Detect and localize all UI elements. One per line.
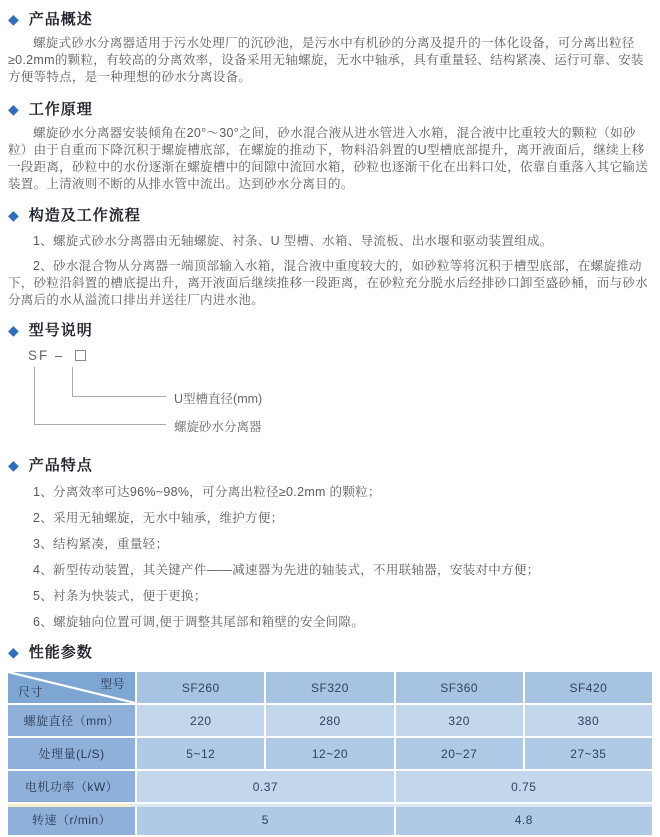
table-value: 380 xyxy=(525,705,652,736)
feature-item: 5、衬条为快装式，便于更换； xyxy=(33,589,207,603)
table-row-capacity xyxy=(8,738,652,769)
row-label: 电机功率（kW） xyxy=(8,771,135,802)
model-column-header: SF360 xyxy=(396,672,523,703)
feature-item: 6、螺旋轴向位置可调,便于调整其尾部和箱壁的安全间隙。 xyxy=(33,615,365,629)
features-title: 产品特点 xyxy=(28,457,93,474)
corner-label-model: 型号 xyxy=(100,677,126,691)
table-value: 4.8 xyxy=(396,804,652,835)
model-code-prefix: SF xyxy=(28,348,50,363)
strip-segment xyxy=(8,804,130,807)
table-value: 320 xyxy=(396,705,523,736)
diamond-icon: ◆ xyxy=(8,643,20,660)
table-value: 20~27 xyxy=(396,738,523,769)
connector-line xyxy=(34,367,35,424)
performance-heading xyxy=(8,641,652,662)
table-value: 220 xyxy=(137,705,264,736)
row-label: 螺旋直径（mm） xyxy=(8,705,135,736)
model-code-dash: – xyxy=(55,348,65,363)
principle-title: 工作原理 xyxy=(28,101,93,118)
corner-label-size: 尺寸 xyxy=(18,685,44,699)
feature-item: 2、采用无轴螺旋，无水中轴承，维护方便； xyxy=(33,511,284,525)
model-column-header: SF420 xyxy=(525,672,652,703)
connector-line xyxy=(34,424,166,425)
feature-item: 3、结构紧凑，重量轻； xyxy=(33,537,169,551)
section-model xyxy=(8,319,652,446)
table-value: 27~35 xyxy=(525,738,652,769)
model-box-placeholder xyxy=(75,350,86,361)
principle-heading xyxy=(8,98,652,119)
row-label: 转速（r/min） xyxy=(8,804,135,835)
model-label-separator-name: 螺旋砂水分离器 xyxy=(174,420,262,434)
model-label-u-diameter: U型槽直径(mm) xyxy=(174,392,263,406)
principle-paragraph: 螺旋砂水分离器安装倾角在20°～30°之间，砂水混合液从进水管进入水箱，混合液中比重较大的颗粒（如砂粒）由于自重而下降沉积于螺旋槽底部，在螺旋的推动下，物料沿斜置的U型槽底部提升，离开液面后，继续上移一段距离，砂粒中的水份逐渐在螺旋槽中的间隙中流回水箱，砂粒也逐渐干化在出料口处，依靠自重落入其它输送装置。上清液则不断的从排水管中流出。达到砂水分离目的。 xyxy=(8,126,649,191)
model-column-header: SF320 xyxy=(266,672,393,703)
table-value: 5 xyxy=(137,804,393,835)
feature-item: 4、新型传动装置，其关键产件——减速器为先进的轴装式，不用联轴器，安装对中方便； xyxy=(33,563,540,577)
model-column-header: SF260 xyxy=(137,672,264,703)
structure-heading xyxy=(8,204,652,225)
performance-table xyxy=(6,670,654,837)
diamond-icon: ◆ xyxy=(8,206,20,223)
strip-segment xyxy=(130,804,652,807)
feature-item: 1、分离效率可达96%~98%，可分离出粒径≥0.2mm 的颗粒； xyxy=(33,485,381,499)
table-value: 0.75 xyxy=(396,771,652,802)
model-code-diagram xyxy=(8,348,652,446)
structure-item: 1、螺旋式砂水分离器由无轴螺旋、衬条、U 型槽、水箱、导流板、出水堰和驱动装置组成。 xyxy=(33,234,553,248)
structure-item: 2、砂水混合物从分离器一端顶部输入水箱，混合液中重度较大的，如砂粒等将沉积于槽型底部，在螺旋推动下，砂粒沿斜置的槽底提出升，离开液面后继续推移一段距离，在砂粒充分脱水后经排砂口卸至盛砂桶，而与砂水分离后的水从溢流口排出并送往厂内进水池。 xyxy=(8,259,649,307)
table-row-rotation-speed xyxy=(8,804,652,835)
overview-title: 产品概述 xyxy=(28,11,93,28)
table-row-motor-power xyxy=(8,771,652,802)
model-code xyxy=(28,348,86,363)
diamond-icon: ◆ xyxy=(8,456,20,473)
table-header-row xyxy=(8,672,652,703)
model-heading xyxy=(8,319,652,340)
diamond-icon: ◆ xyxy=(8,321,20,338)
table-value: 12~20 xyxy=(266,738,393,769)
section-structure xyxy=(8,204,652,309)
row-label: 处理量(L/S) xyxy=(8,738,135,769)
diamond-icon: ◆ xyxy=(8,100,20,117)
features-heading xyxy=(8,454,652,475)
table-corner-cell xyxy=(8,672,135,703)
model-title: 型号说明 xyxy=(28,322,93,339)
connector-line xyxy=(72,367,73,396)
section-features xyxy=(8,454,652,631)
table-value: 5~12 xyxy=(137,738,264,769)
section-overview xyxy=(8,8,652,86)
table-row-diameter xyxy=(8,705,652,736)
connector-line xyxy=(72,396,166,397)
overview-heading xyxy=(8,8,652,29)
table-value: 0.37 xyxy=(137,771,393,802)
table-value: 280 xyxy=(266,705,393,736)
section-principle xyxy=(8,98,652,193)
structure-title: 构造及工作流程 xyxy=(28,207,141,224)
performance-title: 性能参数 xyxy=(28,644,93,661)
diamond-icon: ◆ xyxy=(8,10,20,27)
page-bottom-strip xyxy=(8,804,652,807)
overview-paragraph: 螺旋式砂水分离器适用于污水处理厂的沉砂池，是污水中有机砂的分离及提升的一体化设备，可分离出粒径≥0.2mm的颗粒，有较高的分离效率，设备采用无轴螺旋，无水中轴承，具有重量轻、结构紧凑、运行可靠、安装方便等特点，是一种理想的砂水分离设备。 xyxy=(8,36,644,84)
